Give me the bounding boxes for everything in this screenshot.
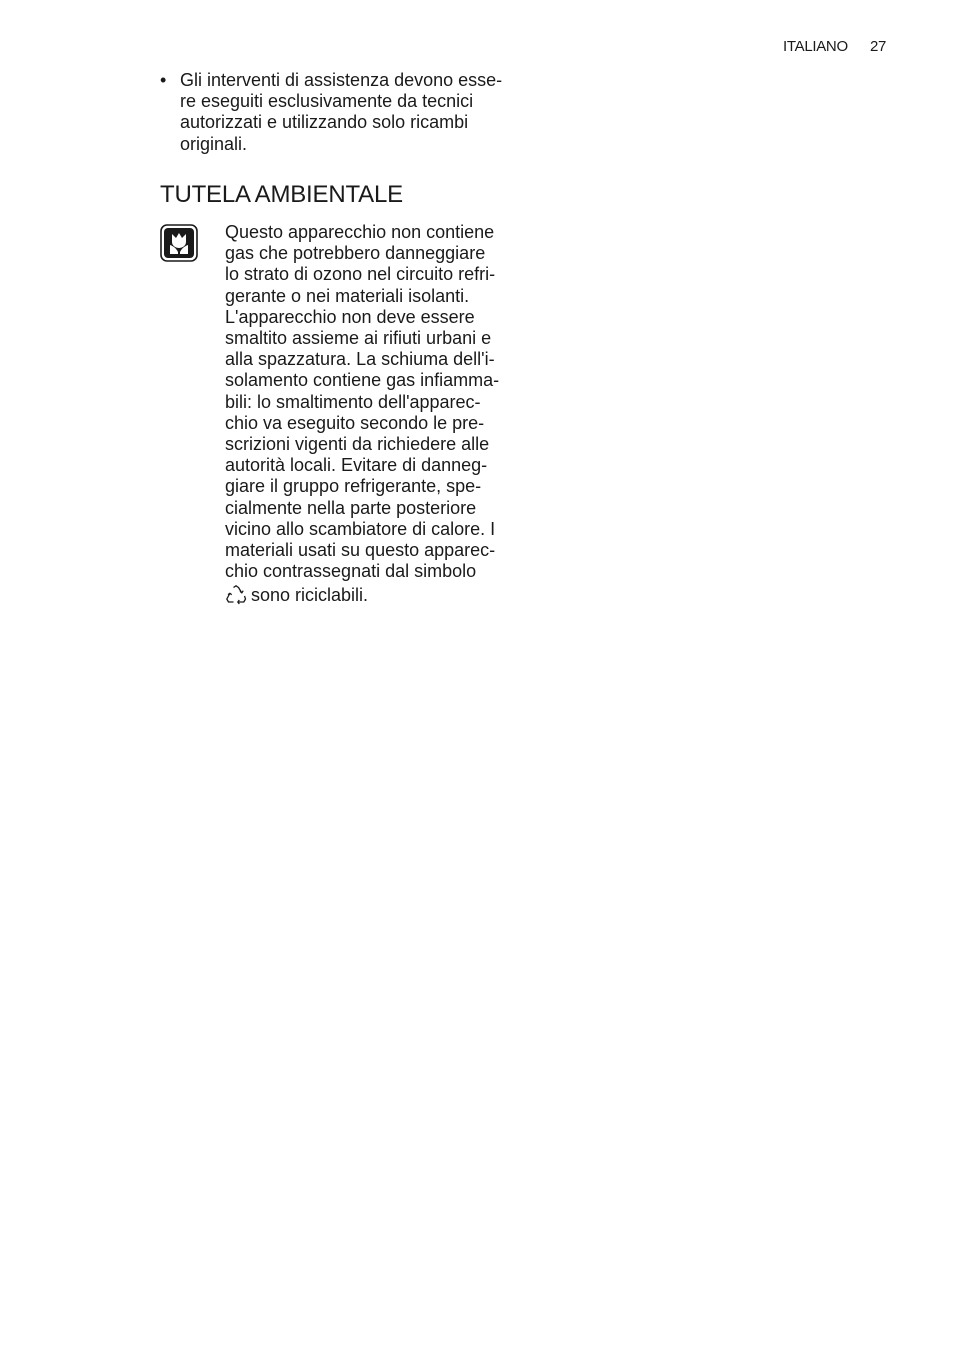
paragraph-line: giare il gruppo refrigerante, spe- bbox=[225, 476, 482, 497]
paragraph-line: Questo apparecchio non contiene bbox=[225, 222, 495, 242]
bullet-line: Gli interventi di assistenza devono esse- bbox=[180, 70, 503, 90]
bullet-dot: • bbox=[160, 70, 167, 90]
paragraph-line: chio va eseguito secondo le pre- bbox=[225, 412, 485, 433]
paragraph-line: cialmente nella parte posteriore bbox=[225, 497, 477, 518]
paragraph-line: gas che potrebbero danneggiare bbox=[225, 243, 486, 264]
paragraph-line: materiali usati su questo apparec- bbox=[225, 540, 496, 561]
bullet-text bbox=[180, 70, 502, 155]
environment-paragraph bbox=[225, 222, 525, 607]
environment-flower-icon bbox=[160, 224, 198, 262]
paragraph-line: smaltito assieme ai rifiuti urbani e bbox=[225, 328, 492, 349]
recycle-line-text: sono riciclabili. bbox=[251, 585, 369, 606]
paragraph-line: scrizioni vigenti da richiedere alle bbox=[225, 434, 490, 455]
bullet-line: originali. bbox=[180, 133, 248, 154]
paragraph-line: gerante o nei materiali isolanti. bbox=[225, 285, 470, 306]
page-number: 27 bbox=[870, 38, 887, 55]
paragraph-line: vicino allo scambiatore di calore. I bbox=[225, 518, 496, 539]
recycle-line bbox=[225, 583, 525, 607]
recycle-icon bbox=[225, 584, 247, 606]
paragraph-line: alla spazzatura. La schiuma dell'i- bbox=[225, 349, 495, 370]
paragraph-line: solamento contiene gas infiamma- bbox=[225, 370, 500, 391]
bullet-line: autorizzati e utilizzando solo ricambi bbox=[180, 112, 469, 133]
page-header bbox=[760, 38, 890, 58]
section-title: TUTELA AMBIENTALE bbox=[160, 181, 403, 208]
paragraph-line: autorità locali. Evitare di danneg- bbox=[225, 455, 488, 476]
paragraph-line: chio contrassegnati dal simbolo bbox=[225, 561, 477, 582]
language-label: ITALIANO bbox=[783, 38, 848, 55]
paragraph-line: bili: lo smaltimento dell'apparec- bbox=[225, 391, 481, 412]
paragraph-line: L'apparecchio non deve essere bbox=[225, 306, 475, 327]
paragraph-line: lo strato di ozono nel circuito refri- bbox=[225, 264, 496, 285]
bullet-line: re eseguiti esclusivamente da tecnici bbox=[180, 91, 474, 112]
